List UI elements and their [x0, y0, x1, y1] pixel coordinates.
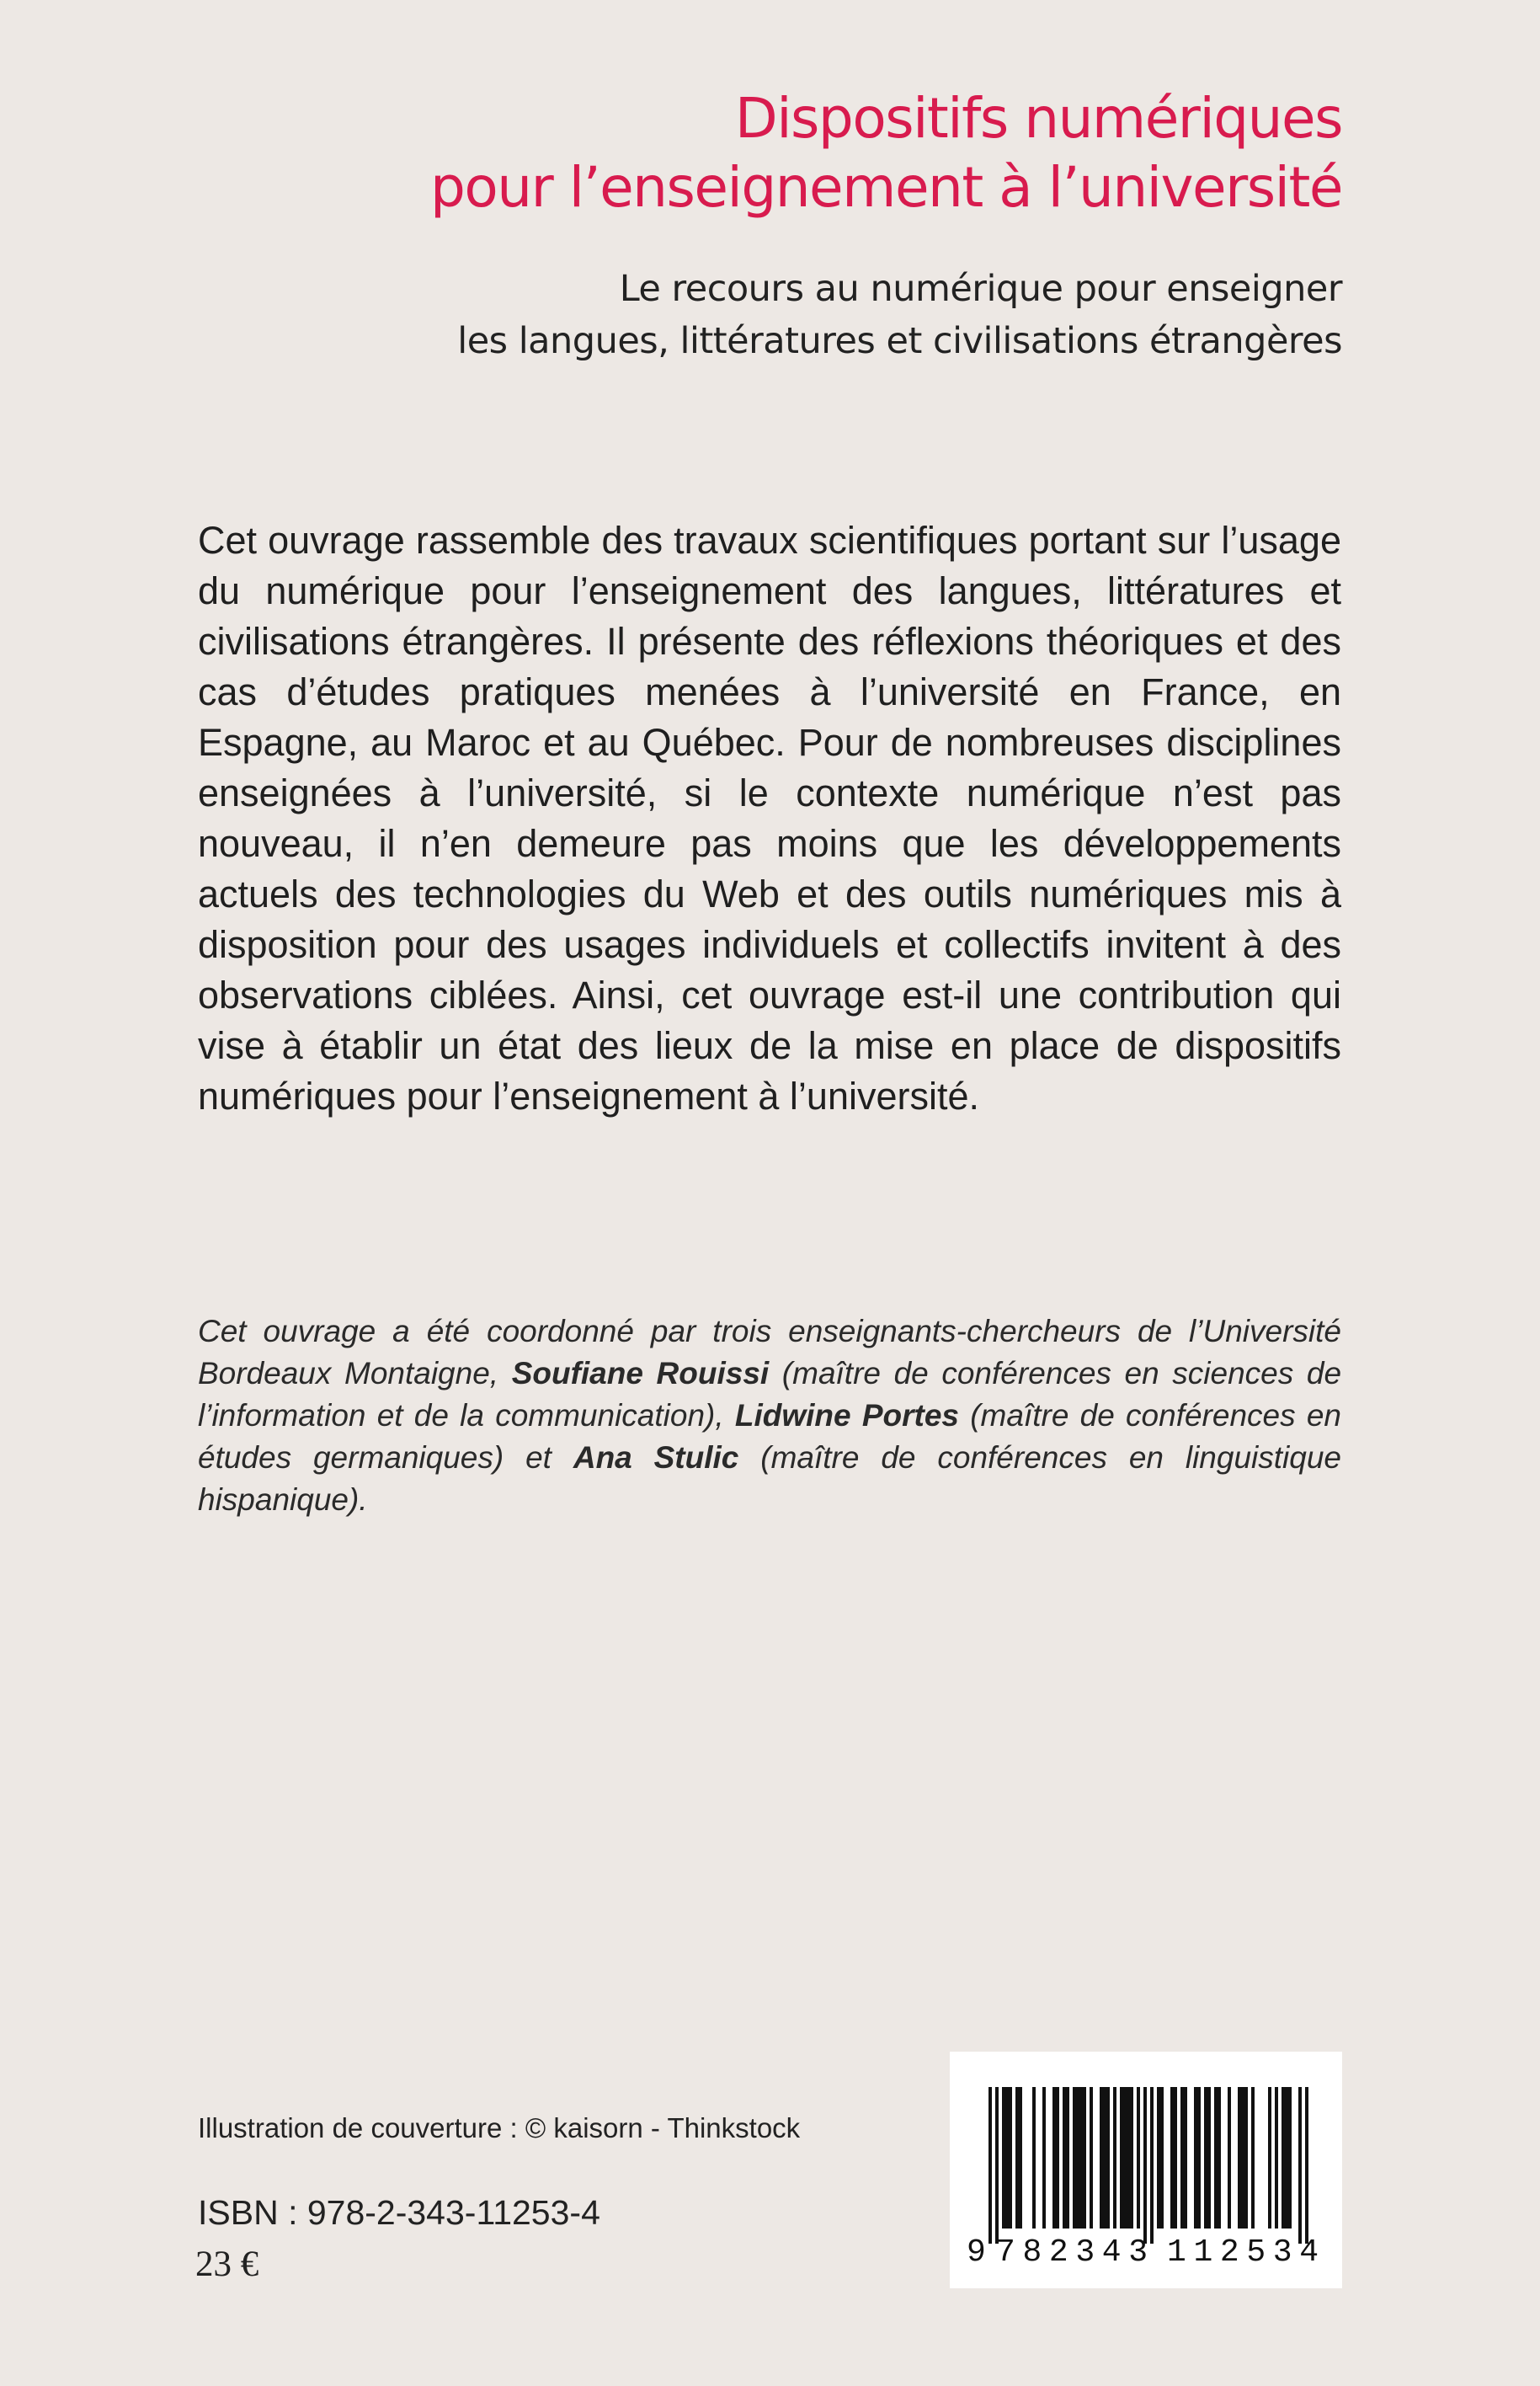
barcode-bar: [1113, 2087, 1116, 2229]
barcode-bar: [1214, 2087, 1218, 2229]
barcode-bar: [1160, 2087, 1164, 2229]
barcode: [950, 2052, 1342, 2288]
barcode-bar: [1056, 2087, 1059, 2229]
barcode-bar: [1150, 2087, 1154, 2244]
barcode-bar: [988, 2087, 992, 2244]
barcode-bar: [1066, 2087, 1069, 2229]
book-title-line-2: pour l’enseignement à l’université: [430, 155, 1342, 220]
author-name: Soufiane Rouissi: [511, 1356, 770, 1390]
barcode-bar: [1180, 2087, 1184, 2229]
barcode-right-digits: 112534: [1167, 2234, 1319, 2271]
barcode-bar: [1194, 2087, 1197, 2229]
barcode-bar: [1268, 2087, 1271, 2229]
book-subtitle-line-1: Le recours au numérique pour enseigner: [619, 268, 1342, 310]
barcode-bar: [1103, 2087, 1106, 2229]
barcode-bar: [1042, 2087, 1046, 2229]
barcode-bar: [1207, 2087, 1211, 2229]
barcode-bar: [1032, 2087, 1036, 2229]
barcode-left-digits: 782343: [996, 2234, 1148, 2271]
barcode-bar: [1127, 2087, 1130, 2229]
book-title-line-1: Dispositifs numériques: [734, 86, 1342, 151]
barcode-bar: [1106, 2087, 1110, 2229]
author-role: (maître de conférences en études germaniques) et: [198, 1398, 1341, 1475]
coordination-paragraph: [198, 1310, 1341, 1521]
barcode-bar: [1005, 2087, 1009, 2229]
barcode-bar: [1241, 2087, 1244, 2229]
barcode-bar: [1073, 2087, 1076, 2229]
barcode-bar: [1143, 2087, 1147, 2244]
barcode-bar: [1238, 2087, 1241, 2229]
barcode-graphic: [950, 2052, 1342, 2288]
barcode-bar: [1157, 2087, 1160, 2229]
barcode-bar: [995, 2087, 999, 2244]
barcode-bar: [1100, 2087, 1103, 2229]
coordination-intro: Cet ouvrage a été coordonné par trois enseignants-chercheurs de l’Université Bordeaux Montaigne,: [198, 1314, 1341, 1390]
barcode-bar: [1305, 2087, 1308, 2244]
barcode-bar: [1063, 2087, 1066, 2229]
barcode-bar: [1123, 2087, 1127, 2229]
author-name: Ana Stulic: [573, 1440, 739, 1475]
barcode-bar: [1009, 2087, 1012, 2229]
barcode-bars: [988, 2087, 1308, 2244]
barcode-bar: [1002, 2087, 1005, 2229]
barcode-bar: [1090, 2087, 1093, 2229]
author-name: Lidwine Portes: [734, 1398, 959, 1433]
barcode-bar: [1170, 2087, 1174, 2229]
author-role: (maître de conférences en linguistique hispanique).: [198, 1440, 1341, 1517]
barcode-bar: [1130, 2087, 1133, 2229]
book-subtitle-line-2: les langues, littératures et civilisations étrangères: [457, 320, 1342, 362]
book-title: [430, 84, 1342, 222]
barcode-bar: [1120, 2087, 1123, 2229]
barcode-bar: [1298, 2087, 1302, 2244]
barcode-bar: [1282, 2087, 1285, 2229]
barcode-bar: [1079, 2087, 1083, 2229]
barcode-bar: [1019, 2087, 1022, 2229]
barcode-bar: [1228, 2087, 1231, 2229]
book-subtitle: [457, 263, 1342, 367]
barcode-bar: [1218, 2087, 1221, 2229]
isbn-number: ISBN : 978-2-343-11253-4: [198, 2193, 600, 2232]
barcode-bar: [1052, 2087, 1056, 2229]
author-role: (maître de conférences en sciences de l’information et de la communication),: [198, 1356, 1342, 1433]
barcode-bar: [1275, 2087, 1278, 2229]
barcode-lead-digit: 9: [967, 2234, 986, 2271]
barcode-bar: [1285, 2087, 1288, 2229]
barcode-bar: [1251, 2087, 1255, 2229]
barcode-bar: [1244, 2087, 1248, 2229]
barcode-bar: [1197, 2087, 1201, 2229]
barcode-bar: [1184, 2087, 1187, 2229]
barcode-bar: [1083, 2087, 1086, 2229]
cover-illustration-credit: Illustration de couverture : © kaisorn - Thinkstock: [198, 2112, 801, 2143]
barcode-bar: [1288, 2087, 1292, 2229]
barcode-bar: [1076, 2087, 1079, 2229]
barcode-bar: [1204, 2087, 1207, 2229]
barcode-bar: [1137, 2087, 1140, 2229]
price: 23 €: [195, 2245, 259, 2284]
barcode-bar: [1174, 2087, 1177, 2229]
barcode-bar: [1015, 2087, 1019, 2229]
summary-paragraph: Cet ouvrage rassemble des travaux scientifiques portant sur l’usage du numérique pour l’enseignement des langues, littératures et civilisations étrangères. Il présente des réflexions théoriques et des cas d’études pratiques menées à l’université en France, en Espagne, au Maroc et au Québec. Pour de nombreuses disciplines enseignées à l’université, si le contexte numérique n’est pas nouveau, il n’en demeure pas moins que les développements actuels des technologies du Web et des outils numériques mis à disposition pour des usages individuels et collectifs invitent à des observations ciblées. Ainsi, cet ouvrage est-il une contribution qui vise à établir un état des lieux de la mise en place de dispositifs numériques pour l’enseignement à l’université.: [198, 519, 1341, 1118]
